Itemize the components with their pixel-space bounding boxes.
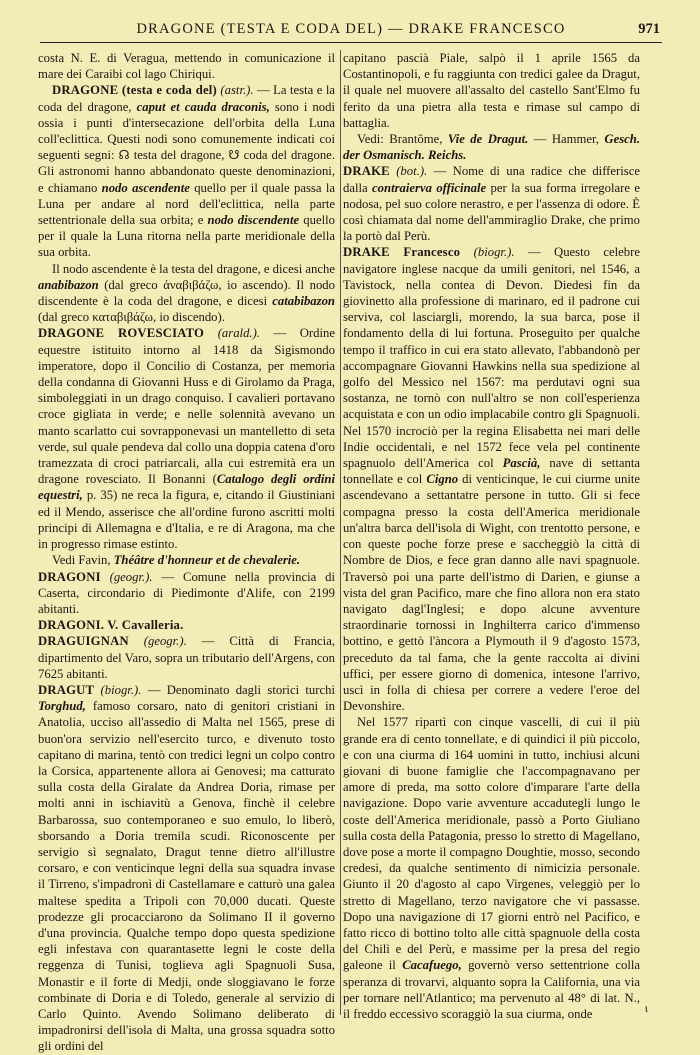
headword: DRAGONE ROVESCIATO <box>38 326 205 341</box>
entry-paragraph: Nel 1577 ripartì con cinque vascelli, di cui il più grande era di cento tonnellate, e di quindici il più piccolo, e con una ciurma di 164 uomini in tutto, inchiusi alcuni giovani di buone famiglie che l'accompagnavano per amore di preda, ma sotto colore d'imparare l'arte della navigazione. Dopo varie avventure accadutegli lungo le coste dell'America meridionale, passò a Porto Giuliano sulla costa della Patagonia, presso lo stretto di Magellano, dove pose a morte il compagno Doughtie, mosso, secondo credesi, da qualche sentimento di nimicizia personale. Giunto il 20 d'agosto al capo Virgenes, veleggiò per lo stretto di Magellano, terzo navigatore che vi passasse. Dopo una navigazione di 17 giorni entrò nel Pacifico, e fatto ricco di bottino tolto alle città spagnuole della costa del Chilì e del Perù, e massime per la presa del regio galeone il Cacafuego, governò verso settentrione colla speranza di trovarvi, alquanto sopra la California, una via per tornare nell'Atlantico; ma pervenuto al 48° di lat. N., il freddo eccessivo scoraggiò la sua ciurma, onde <box>343 715 640 1021</box>
headword: DRAGONI <box>38 569 101 584</box>
subject-tag: (biogr.). <box>473 245 515 260</box>
headword: DRAGONE (testa e coda del) <box>52 83 217 98</box>
entry-dragut: DRAGUT (biogr.). — Denominato dagli storici turchi Torghud, famoso corsaro, nato di genitori cristiani in Anatolia, ucciso all'assedio di Malta nel 1565, prese di buon'ora servizio nell'esercito turco, e divenuto tosto capitano di marina, tentò con tredici legni un colpo contro la Corsica, appartenente allora ai Genovesi; ma catturato sulla costa della Giralate da Andrea Doria, rimase per molti anni in ischiavitù a Genova, finchè il celebre Barbarossa, suo contemporaneo e suo emulo, lo liberò, sborsando a Doria tremila scudi. Riconoscente per servigio sì segnalato, Dragut tenne dietro all'illustre corsaro, e con venticinque legni della sua squadra invase il Tirreno, s'impadronì di Castellamare e catturò una galea maltese spedita a Tripoli con 70,000 ducati. Queste prodezze gli procacciarono da Solimano II il governo d'una provincia. Qualche tempo dopo questa spedizione egli infestava con quarantasette legni le coste della reggenza di Tunisi, toglieva agli Spagnuoli Susa, Monastir e il forte di Medji, onde sloggiavano le forze combinate di Doria e di Toledo, generale al servizio di Carlo Quinto. Avendo Solimano deliberato di impadronirsi dell'isola di Malta, una grossa squadra sotto gli ordini del <box>38 682 335 1054</box>
subject-tag: (geogr.). <box>109 569 153 584</box>
entry-reference: Vedi Favin, Théâtre d'honneur et de chevalerie. <box>52 553 301 568</box>
subject-tag: (geogr.). <box>143 634 187 649</box>
headword: DRAKE <box>343 164 390 179</box>
entry-dragoni-cross-ref <box>38 617 335 633</box>
entry-continuation: costa N. E. di Veragua, mettendo in comunicazione il mare dei Caraibi col lago Chiriqui. <box>38 51 335 82</box>
left-column <box>38 50 335 1054</box>
column-divider <box>340 50 341 1015</box>
margin-mark: ɩ <box>644 1000 648 1015</box>
headword: DRAGUT <box>38 682 95 697</box>
entry-draguignan: DRAGUIGNAN (geogr.). — Città di Francia, dipartimento del Varo, sopra un tributario dell'Argens, con 7625 abitanti. <box>38 634 335 681</box>
entry-paragraph: Il nodo ascendente è la testa del dragone, e dicesi anche anabibazon (dal greco ἀναβιβάζω, io ascendo). Il nodo discendente è la coda del dragone, e dicesi catabibazon (dal greco καταβιβάζω, io discendo). <box>38 261 335 325</box>
subject-tag: (arald.). <box>217 326 260 341</box>
entry-dragoni: DRAGONI (geogr.). — Comune nella provincia di Caserta, circondario di Piedimonte d'Alife, con 2199 abitanti. <box>38 569 335 616</box>
headword: DRAKE Francesco <box>343 245 461 260</box>
page-number: 971 <box>638 21 660 37</box>
running-header <box>40 20 662 43</box>
entry-drake-bot: DRAKE (bot.). — Nome di una radice che differisce dalla contraierva officinale per la sua forma irregolare e nodosa, pel suo colore nerastro, e per l'assenza di odore. È così chiamata dal nome dell'ammiraglio Drake, che primo la portò dal Perù. <box>343 164 640 244</box>
headword: DRAGUIGNAN <box>38 634 129 649</box>
subject-tag: (astr.). <box>220 83 254 98</box>
entry-dragone-testa-coda: DRAGONE (testa e coda del) (astr.). — La testa e la coda del dragone, caput et cauda draconis, sono i nodi ossia i punti d'intersecazione dell'orbita della Luna coll'eclittica. Questi nodi sono comunemente indicati coi seguenti segni: ☊ testa del dragone, ☋ coda del dragone. Gli astronomi hanno abbandonato queste denominazioni, e chiamano nodo ascendente quello per il quale passa la Luna per andare al nord dell'eclittica, nella parte settentrionale della sua orbita; e nodo discendente quello per il quale la Luna ritorna nella parte meridionale della sua orbita. <box>38 83 335 260</box>
headword: DRAGONI. V. Cavalleria. <box>38 618 184 633</box>
subject-tag: (bot.). <box>396 164 428 179</box>
entry-continuation: capitano pascià Piale, salpò il 1 aprile 1565 da Costantinopoli, e fu raggiunta con tredici galee da Dragut, il quale nel muovere all'assalto del castello Sant'Elmo fu ferito da una pietra alla testa e rimase sul campo di battaglia. <box>343 51 640 130</box>
entry-drake-francesco: DRAKE Francesco (biogr.). — Questo celebre navigatore inglese nacque da umili genitori, nel 1546, a Tavistock, nella contea di Devon. Diedesi fin da giovinetto alla professione di marinaro, ed il padrone cui serviva, col lasciargli, morendo, la sua barca, pose il fondamento della di lui fortuna. Proseguito per qualche tempo il traffico in cui era stato allevato, l'abbandonò per accompagnare Giovanni Hawkins nella sua spedizione al golfo del Messico nel 1567: ma perdutavi ogni sua sostanza, ne tornò con null'altro se non coll'esperienza acquistata e con un odio implacabile contro gli Spagnuoli. Nel 1570 incrociò per la regina Elisabetta nei mari delle Indie occidentali, e nel 1572 fece vela pel continente spagnuolo dell'America col Pascià, nave di settanta tonnellate e col Cigno di venticinque, le cui ciurme unite ascendevano a settantatre persone in tutto. Gli si fece compagna presso la costa dell'America meridionale un'altra barca dell'isola di Wight, con trentotto persone, e con queste poche forze prese e saccheggiò la città di Nombre de Dios, e fece gran danno alle navi spagnuole. Traversò poi una parte dell'istmo di Darien, e giunse a vista del gran Pacifico, mare che fino allora non era stato navigato dagl'Inglesi; e dopo alcune avventure straordinarie tornossi in Inghilterra carico d'immenso bottino, e gettò l'àncora a Plymouth il 9 d'agosto 1573, preceduto da tal fama, che la gente raccolta ai divini uffici, per essere giorno di domenica, intesone l'arrivo, uscì in folla di chiesa per correre a vedere l'eroe del Devonshire. <box>343 245 641 714</box>
right-column <box>343 50 648 1021</box>
running-title: DRAGONE (TESTA E CODA DEL) — DRAKE FRANCESCO <box>136 21 566 37</box>
entry-reference: Vedi: Brantôme, Vie de Dragut. — Hammer, Gesch. der Osmanisch. Reichs. <box>343 132 640 163</box>
subject-tag: (biogr.). <box>100 682 142 697</box>
entry-dragone-rovesciato: DRAGONE ROVESCIATO (arald.). — Ordine equestre istituito intorno al 1418 da Sigismondo imperatore, dopo il Concilio di Costanza, per memoria della condanna di Giovanni Huss e di Girolamo da Praga, simboleggiati in un drago conquiso. I cavalieri portavano croce gigliata in verde; e nelle solennità avevano un manto scarlatto cui sovrapponevasi un mantelletto di seta verde, sul quale pendeva dal collo una doppia catena d'oro tramezzata di croci patriarcali, alla cui estremità era un dragone rovesciato. Il Bonanni (Catalogo degli ordini equestri, p. 35) ne reca la figura, e, citando il Giustiniani ed il Mendo, asserisce che all'ordine furono ascritti molti principi di Allemagna e d'Italia, e re di Aragona, ma che in progresso rimase estinto. <box>38 326 335 552</box>
